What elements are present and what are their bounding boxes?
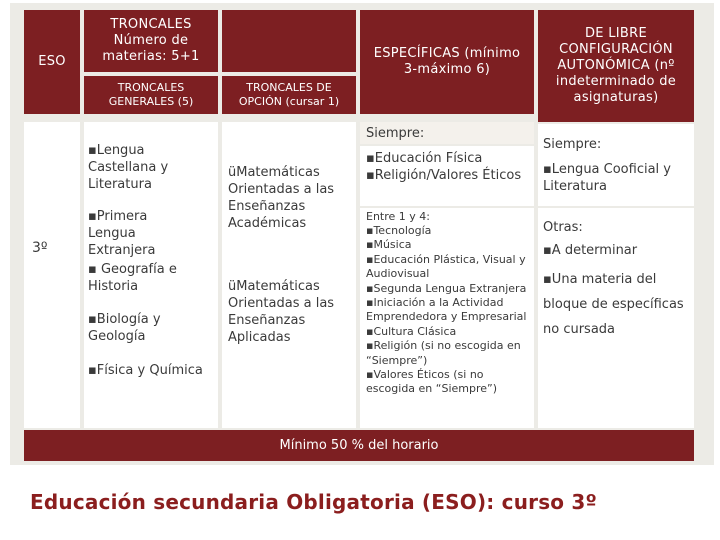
header-especificas-label: ESPECÍFICAS (mínimo 3-máximo 6) <box>373 46 521 77</box>
generales-item-fisica: ▪Física y Química <box>88 363 203 378</box>
header-troncales-generales-label: TRONCALES GENERALES (5) <box>108 81 194 108</box>
course-cell <box>24 122 80 428</box>
opcion-cell <box>222 122 356 428</box>
especificas-siempre-header <box>360 122 534 144</box>
page-title: Educación secundaria Obligatoria (ESO): curso 3º <box>30 490 598 514</box>
generales-item-biologia: ▪Biología y Geología <box>88 312 161 344</box>
header-eso <box>24 10 80 114</box>
header-eso-label: ESO <box>38 54 66 69</box>
header-troncales-opcion <box>222 76 356 114</box>
especificas-siempre-cell <box>360 146 534 206</box>
opcion-item-academicas: üMatemáticas Orientadas a las Enseñanzas Académicas <box>228 165 335 231</box>
header-troncales-generales <box>84 76 218 114</box>
minimum-hours-label: Mínimo 50 % del horario <box>279 438 439 453</box>
especificas-entre-cell <box>360 208 534 428</box>
libre-otras-label: Otras: <box>543 220 583 235</box>
libre-otras-item-determinar: ▪A determinar <box>543 243 638 258</box>
libre-otras-item-materia: ▪Una materia del bloque de específicas no cursada <box>543 272 684 337</box>
generales-item-geografia: ▪ Geografía e Historia <box>88 262 177 294</box>
libre-otras-cell <box>538 208 694 428</box>
minimum-hours-bar <box>24 430 694 461</box>
opcion-item-aplicadas: üMatemáticas Orientadas a las Enseñanzas Aplicadas <box>228 279 335 345</box>
especificas-entre-label: Entre 1 y 4: <box>366 210 430 223</box>
generales-item-extranjera: ▪Primera Lengua Extranjera <box>88 209 156 258</box>
especificas-siempre-list: ▪Educación Física ▪Religión/Valores Éticos <box>366 151 522 183</box>
header-libre-label: DE LIBRE CONFIGURACIÓN AUTONÓMICA (nº indeterminado de asignaturas) <box>555 26 677 105</box>
header-especificas <box>360 10 534 114</box>
libre-siempre-item: ▪Lengua Cooficial y Literatura <box>543 162 671 194</box>
header-troncales-empty <box>222 10 356 72</box>
generales-cell <box>84 122 218 428</box>
header-troncales-label: TRONCALES Número de materias: 5+1 <box>102 17 200 64</box>
generales-item-lengua: ▪Lengua Castellana y Literatura <box>88 143 169 192</box>
header-troncales <box>84 10 218 72</box>
especificas-entre-list: ▪Tecnología ▪Música ▪Educación Plástica, Visual y Audiovisual ▪Segunda Lengua Extranjera ▪Iniciación a la Actividad Emprendedora y Empresarial ▪Cultura Clásica ▪Religión (si no escogida en “Siempre”) ▪Valores Éticos (si no escogida en “Siempre”) <box>366 224 527 396</box>
course-label: 3º <box>32 240 48 256</box>
libre-siempre-cell <box>538 124 694 206</box>
especificas-siempre-label: Siempre: <box>366 126 425 141</box>
libre-siempre-label: Siempre: <box>543 137 602 152</box>
header-troncales-opcion-label: TRONCALES DE OPCIÓN (cursar 1) <box>238 81 340 108</box>
header-libre <box>538 10 694 122</box>
